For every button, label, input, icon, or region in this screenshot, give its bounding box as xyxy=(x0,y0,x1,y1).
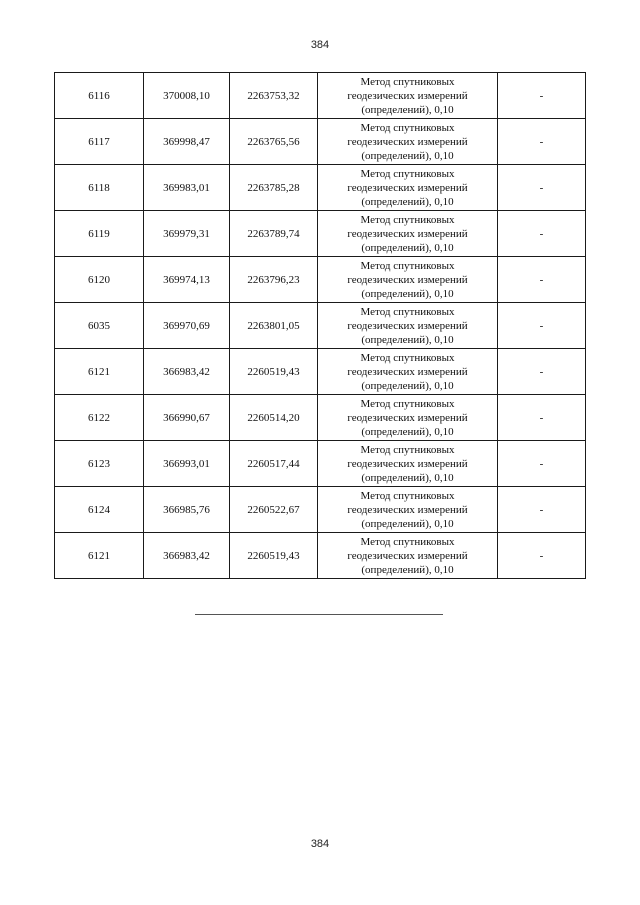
method-line-1: Метод спутниковых xyxy=(360,213,455,226)
y-coordinate-cell: 2260519,43 xyxy=(230,533,318,579)
table-row xyxy=(55,441,586,487)
method-line-2: геодезических измерений xyxy=(347,181,468,194)
y-coordinate-cell: 2263796,23 xyxy=(230,257,318,303)
method-line-2: геодезических измерений xyxy=(347,503,468,516)
point-number-cell: 6124 xyxy=(55,487,144,533)
table-row xyxy=(55,395,586,441)
method-line-1: Метод спутниковых xyxy=(360,443,455,456)
point-number-cell: 6121 xyxy=(55,349,144,395)
point-number-cell: 6121 xyxy=(55,533,144,579)
method-cell xyxy=(318,257,498,303)
note-cell: - xyxy=(498,119,586,165)
table-row xyxy=(55,533,586,579)
page-number-top: 384 xyxy=(310,39,330,51)
method-cell xyxy=(318,395,498,441)
point-number-cell: 6122 xyxy=(55,395,144,441)
x-coordinate-cell: 366983,42 xyxy=(144,533,230,579)
method-line-1: Метод спутниковых xyxy=(360,535,455,548)
method-line-3: (определений), 0,10 xyxy=(361,195,454,208)
y-coordinate-cell: 2260517,44 xyxy=(230,441,318,487)
point-number-cell: 6118 xyxy=(55,165,144,211)
method-line-2: геодезических измерений xyxy=(347,457,468,470)
x-coordinate-cell: 366990,67 xyxy=(144,395,230,441)
note-cell: - xyxy=(498,395,586,441)
method-line-2: геодезических измерений xyxy=(347,319,468,332)
note-cell: - xyxy=(498,211,586,257)
method-line-1: Метод спутниковых xyxy=(360,121,455,134)
x-coordinate-cell: 366983,42 xyxy=(144,349,230,395)
method-line-3: (определений), 0,10 xyxy=(361,149,454,162)
footnote-divider xyxy=(195,614,443,615)
method-cell xyxy=(318,165,498,211)
x-coordinate-cell: 366993,01 xyxy=(144,441,230,487)
method-line-3: (определений), 0,10 xyxy=(361,425,454,438)
page-number-bottom: 384 xyxy=(310,838,330,850)
y-coordinate-cell: 2263753,32 xyxy=(230,73,318,119)
method-cell xyxy=(318,487,498,533)
table-row xyxy=(55,487,586,533)
method-line-1: Метод спутниковых xyxy=(360,397,455,410)
method-line-3: (определений), 0,10 xyxy=(361,471,454,484)
note-cell: - xyxy=(498,165,586,211)
x-coordinate-cell: 369983,01 xyxy=(144,165,230,211)
method-line-3: (определений), 0,10 xyxy=(361,287,454,300)
method-line-1: Метод спутниковых xyxy=(360,489,455,502)
point-number-cell: 6123 xyxy=(55,441,144,487)
point-number-cell: 6035 xyxy=(55,303,144,349)
table-row xyxy=(55,73,586,119)
point-number-cell: 6120 xyxy=(55,257,144,303)
y-coordinate-cell: 2263801,05 xyxy=(230,303,318,349)
method-cell xyxy=(318,303,498,349)
method-line-1: Метод спутниковых xyxy=(360,259,455,272)
y-coordinate-cell: 2260514,20 xyxy=(230,395,318,441)
table-row xyxy=(55,303,586,349)
x-coordinate-cell: 369979,31 xyxy=(144,211,230,257)
method-line-3: (определений), 0,10 xyxy=(361,333,454,346)
y-coordinate-cell: 2263789,74 xyxy=(230,211,318,257)
note-cell: - xyxy=(498,73,586,119)
y-coordinate-cell: 2263765,56 xyxy=(230,119,318,165)
note-cell: - xyxy=(498,303,586,349)
method-line-2: геодезических измерений xyxy=(347,89,468,102)
x-coordinate-cell: 366985,76 xyxy=(144,487,230,533)
x-coordinate-cell: 369974,13 xyxy=(144,257,230,303)
method-cell xyxy=(318,73,498,119)
method-line-3: (определений), 0,10 xyxy=(361,103,454,116)
method-line-2: геодезических измерений xyxy=(347,365,468,378)
method-line-3: (определений), 0,10 xyxy=(361,517,454,530)
method-line-3: (определений), 0,10 xyxy=(361,563,454,576)
x-coordinate-cell: 370008,10 xyxy=(144,73,230,119)
note-cell: - xyxy=(498,441,586,487)
method-cell xyxy=(318,349,498,395)
point-number-cell: 6116 xyxy=(55,73,144,119)
table-row xyxy=(55,119,586,165)
method-line-2: геодезических измерений xyxy=(347,135,468,148)
coordinates-table-body xyxy=(55,73,586,579)
method-line-3: (определений), 0,10 xyxy=(361,379,454,392)
method-line-2: геодезических измерений xyxy=(347,549,468,562)
method-line-1: Метод спутниковых xyxy=(360,305,455,318)
method-line-1: Метод спутниковых xyxy=(360,351,455,364)
method-line-2: геодезических измерений xyxy=(347,273,468,286)
y-coordinate-cell: 2260522,67 xyxy=(230,487,318,533)
method-line-2: геодезических измерений xyxy=(347,227,468,240)
method-cell xyxy=(318,119,498,165)
table-row xyxy=(55,349,586,395)
method-cell xyxy=(318,533,498,579)
method-line-1: Метод спутниковых xyxy=(360,167,455,180)
point-number-cell: 6119 xyxy=(55,211,144,257)
note-cell: - xyxy=(498,533,586,579)
method-line-3: (определений), 0,10 xyxy=(361,241,454,254)
y-coordinate-cell: 2260519,43 xyxy=(230,349,318,395)
method-cell xyxy=(318,441,498,487)
note-cell: - xyxy=(498,487,586,533)
table-row xyxy=(55,257,586,303)
method-cell xyxy=(318,211,498,257)
y-coordinate-cell: 2263785,28 xyxy=(230,165,318,211)
note-cell: - xyxy=(498,349,586,395)
method-line-1: Метод спутниковых xyxy=(360,75,455,88)
coordinates-table xyxy=(54,72,586,579)
x-coordinate-cell: 369970,69 xyxy=(144,303,230,349)
x-coordinate-cell: 369998,47 xyxy=(144,119,230,165)
note-cell: - xyxy=(498,257,586,303)
table-row xyxy=(55,165,586,211)
method-line-2: геодезических измерений xyxy=(347,411,468,424)
table-row xyxy=(55,211,586,257)
point-number-cell: 6117 xyxy=(55,119,144,165)
